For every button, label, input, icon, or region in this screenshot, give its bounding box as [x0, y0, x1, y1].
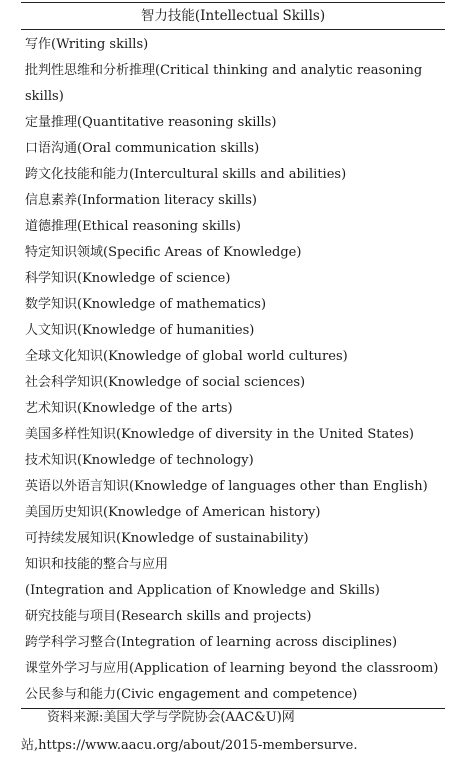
- table-row: 技术知识(Knowledge of technology): [25, 453, 254, 468]
- table-body: [21, 30, 445, 708]
- table-row: 可持续发展知识(Knowledge of sustainability): [25, 531, 309, 546]
- table-row: 口语沟通(Oral communication skills): [25, 141, 260, 156]
- table-row: 艺术知识(Knowledge of the arts): [25, 401, 233, 416]
- table-row: 社会科学知识(Knowledge of social sciences): [25, 375, 306, 390]
- table-row: 定量推理(Quantitative reasoning skills): [25, 115, 277, 130]
- table-row: 研究技能与项目(Research skills and projects): [25, 609, 312, 624]
- table-header: 智力技能(Intellectual Skills): [140, 8, 326, 24]
- table-row: 美国多样性知识(Knowledge of diversity in the United States): [25, 427, 414, 442]
- table-row: 全球文化知识(Knowledge of global world cultures): [25, 349, 348, 364]
- table-row: 课堂外学习与应用(Application of learning beyond the classroom): [25, 661, 439, 676]
- table-row: 道德推理(Ethical reasoning skills): [25, 219, 241, 234]
- table-row: 知识和技能的整合与应用: [25, 557, 169, 572]
- source-note: 资料来源:美国大学与学院协会(AAC&U)网站,https://www.aacu.org/about/2015-membersurve.: [21, 710, 358, 753]
- table-row: 公民参与和能力(Civic engagement and competence): [25, 687, 358, 702]
- table-row: 信息素养(Information literacy skills): [25, 193, 257, 208]
- table-row: 跨学科学习整合(Integration of learning across disciplines): [25, 635, 398, 650]
- table-row: (Integration and Application of Knowledge and Skills): [25, 583, 380, 598]
- table-row: 跨文化技能和能力(Intercultural skills and abilities): [25, 167, 347, 182]
- table-row: 数学知识(Knowledge of mathematics): [25, 297, 267, 312]
- table-row: 英语以外语言知识(Knowledge of languages other than English): [25, 479, 428, 494]
- table-row: 批判性思维和分析推理(Critical thinking and analytic reasoning skills): [25, 63, 423, 104]
- table-row: 特定知识领域(Specific Areas of Knowledge): [25, 245, 302, 260]
- skills-table: [21, 2, 445, 709]
- table-row: 写作(Writing skills): [25, 37, 149, 52]
- table-row: 人文知识(Knowledge of humanities): [25, 323, 255, 338]
- table-row: 科学知识(Knowledge of science): [25, 271, 231, 286]
- table-row: 美国历史知识(Knowledge of American history): [25, 505, 321, 520]
